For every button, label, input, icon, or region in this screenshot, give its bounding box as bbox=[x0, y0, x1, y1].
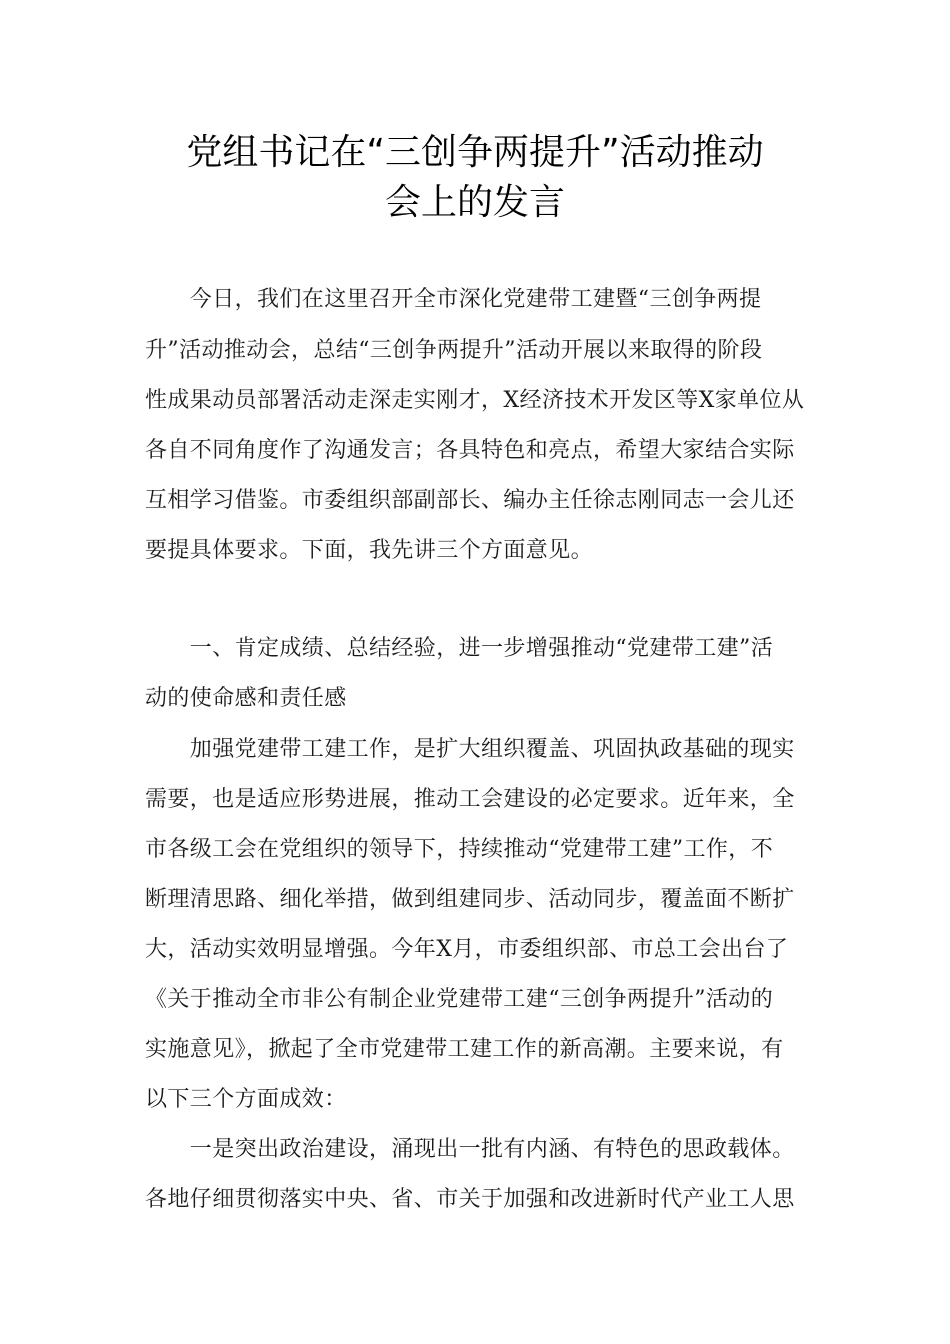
paragraph-line: 加强党建带工建工作，是扩大组织覆盖、巩固执政基础的现实 bbox=[145, 737, 795, 762]
paragraph-line: 大，活动实效明显增强。今年X月，市委组织部、市总工会出台了 bbox=[145, 937, 789, 962]
paragraph-line: 互相学习借鉴。市委组织部副部长、编办主任徐志刚同志一会儿还 bbox=[145, 488, 795, 513]
paragraph-line: 要提具体要求。下面，我先讲三个方面意见。 bbox=[145, 538, 594, 563]
paragraph-line: 《关于推动全市非公有制企业党建带工建“三创争两提升”活动的 bbox=[145, 987, 774, 1012]
document-title-line-2: 会上的发言 bbox=[384, 182, 565, 223]
section-heading-line: 一、肯定成绩、总结经验，进一步增强推动“党建带工建”活 bbox=[145, 636, 774, 661]
paragraph-line: 今日，我们在这里召开全市深化党建带工建暨“三创争两提 bbox=[145, 287, 762, 312]
paragraph-line: 各自不同角度作了沟通发言；各具特色和亮点，希望大家结合实际 bbox=[145, 438, 795, 463]
paragraph-line: 性成果动员部署活动走深走实刚才，X经济技术开发区等X家单位从 bbox=[145, 388, 805, 413]
paragraph-line: 一是突出政治建设，涌现出一批有内涵、有特色的思政载体。 bbox=[145, 1137, 795, 1162]
paragraph-line: 升”活动推动会，总结“三创争两提升”活动开展以来取得的阶段 bbox=[145, 338, 763, 363]
document-title-line-1: 党组书记在“三创争两提升”活动推动 bbox=[186, 132, 764, 173]
section-heading-line: 动的使命感和责任感 bbox=[145, 686, 347, 711]
paragraph-line: 市各级工会在党组织的领导下，持续推动“党建带工建”工作，不 bbox=[145, 837, 774, 862]
paragraph-line: 断理清思路、细化举措，做到组建同步、活动同步，覆盖面不断扩 bbox=[145, 887, 795, 912]
paragraph-line: 需要，也是适应形势进展，推动工会建设的必定要求。近年来，全 bbox=[145, 787, 795, 812]
paragraph-line: 以下三个方面成效： bbox=[145, 1087, 347, 1112]
paragraph-line: 实施意见》，掀起了全市党建带工建工作的新高潮。主要来说，有 bbox=[145, 1037, 784, 1062]
paragraph-line: 各地仔细贯彻落实中央、省、市关于加强和改进新时代产业工人思 bbox=[145, 1187, 795, 1212]
